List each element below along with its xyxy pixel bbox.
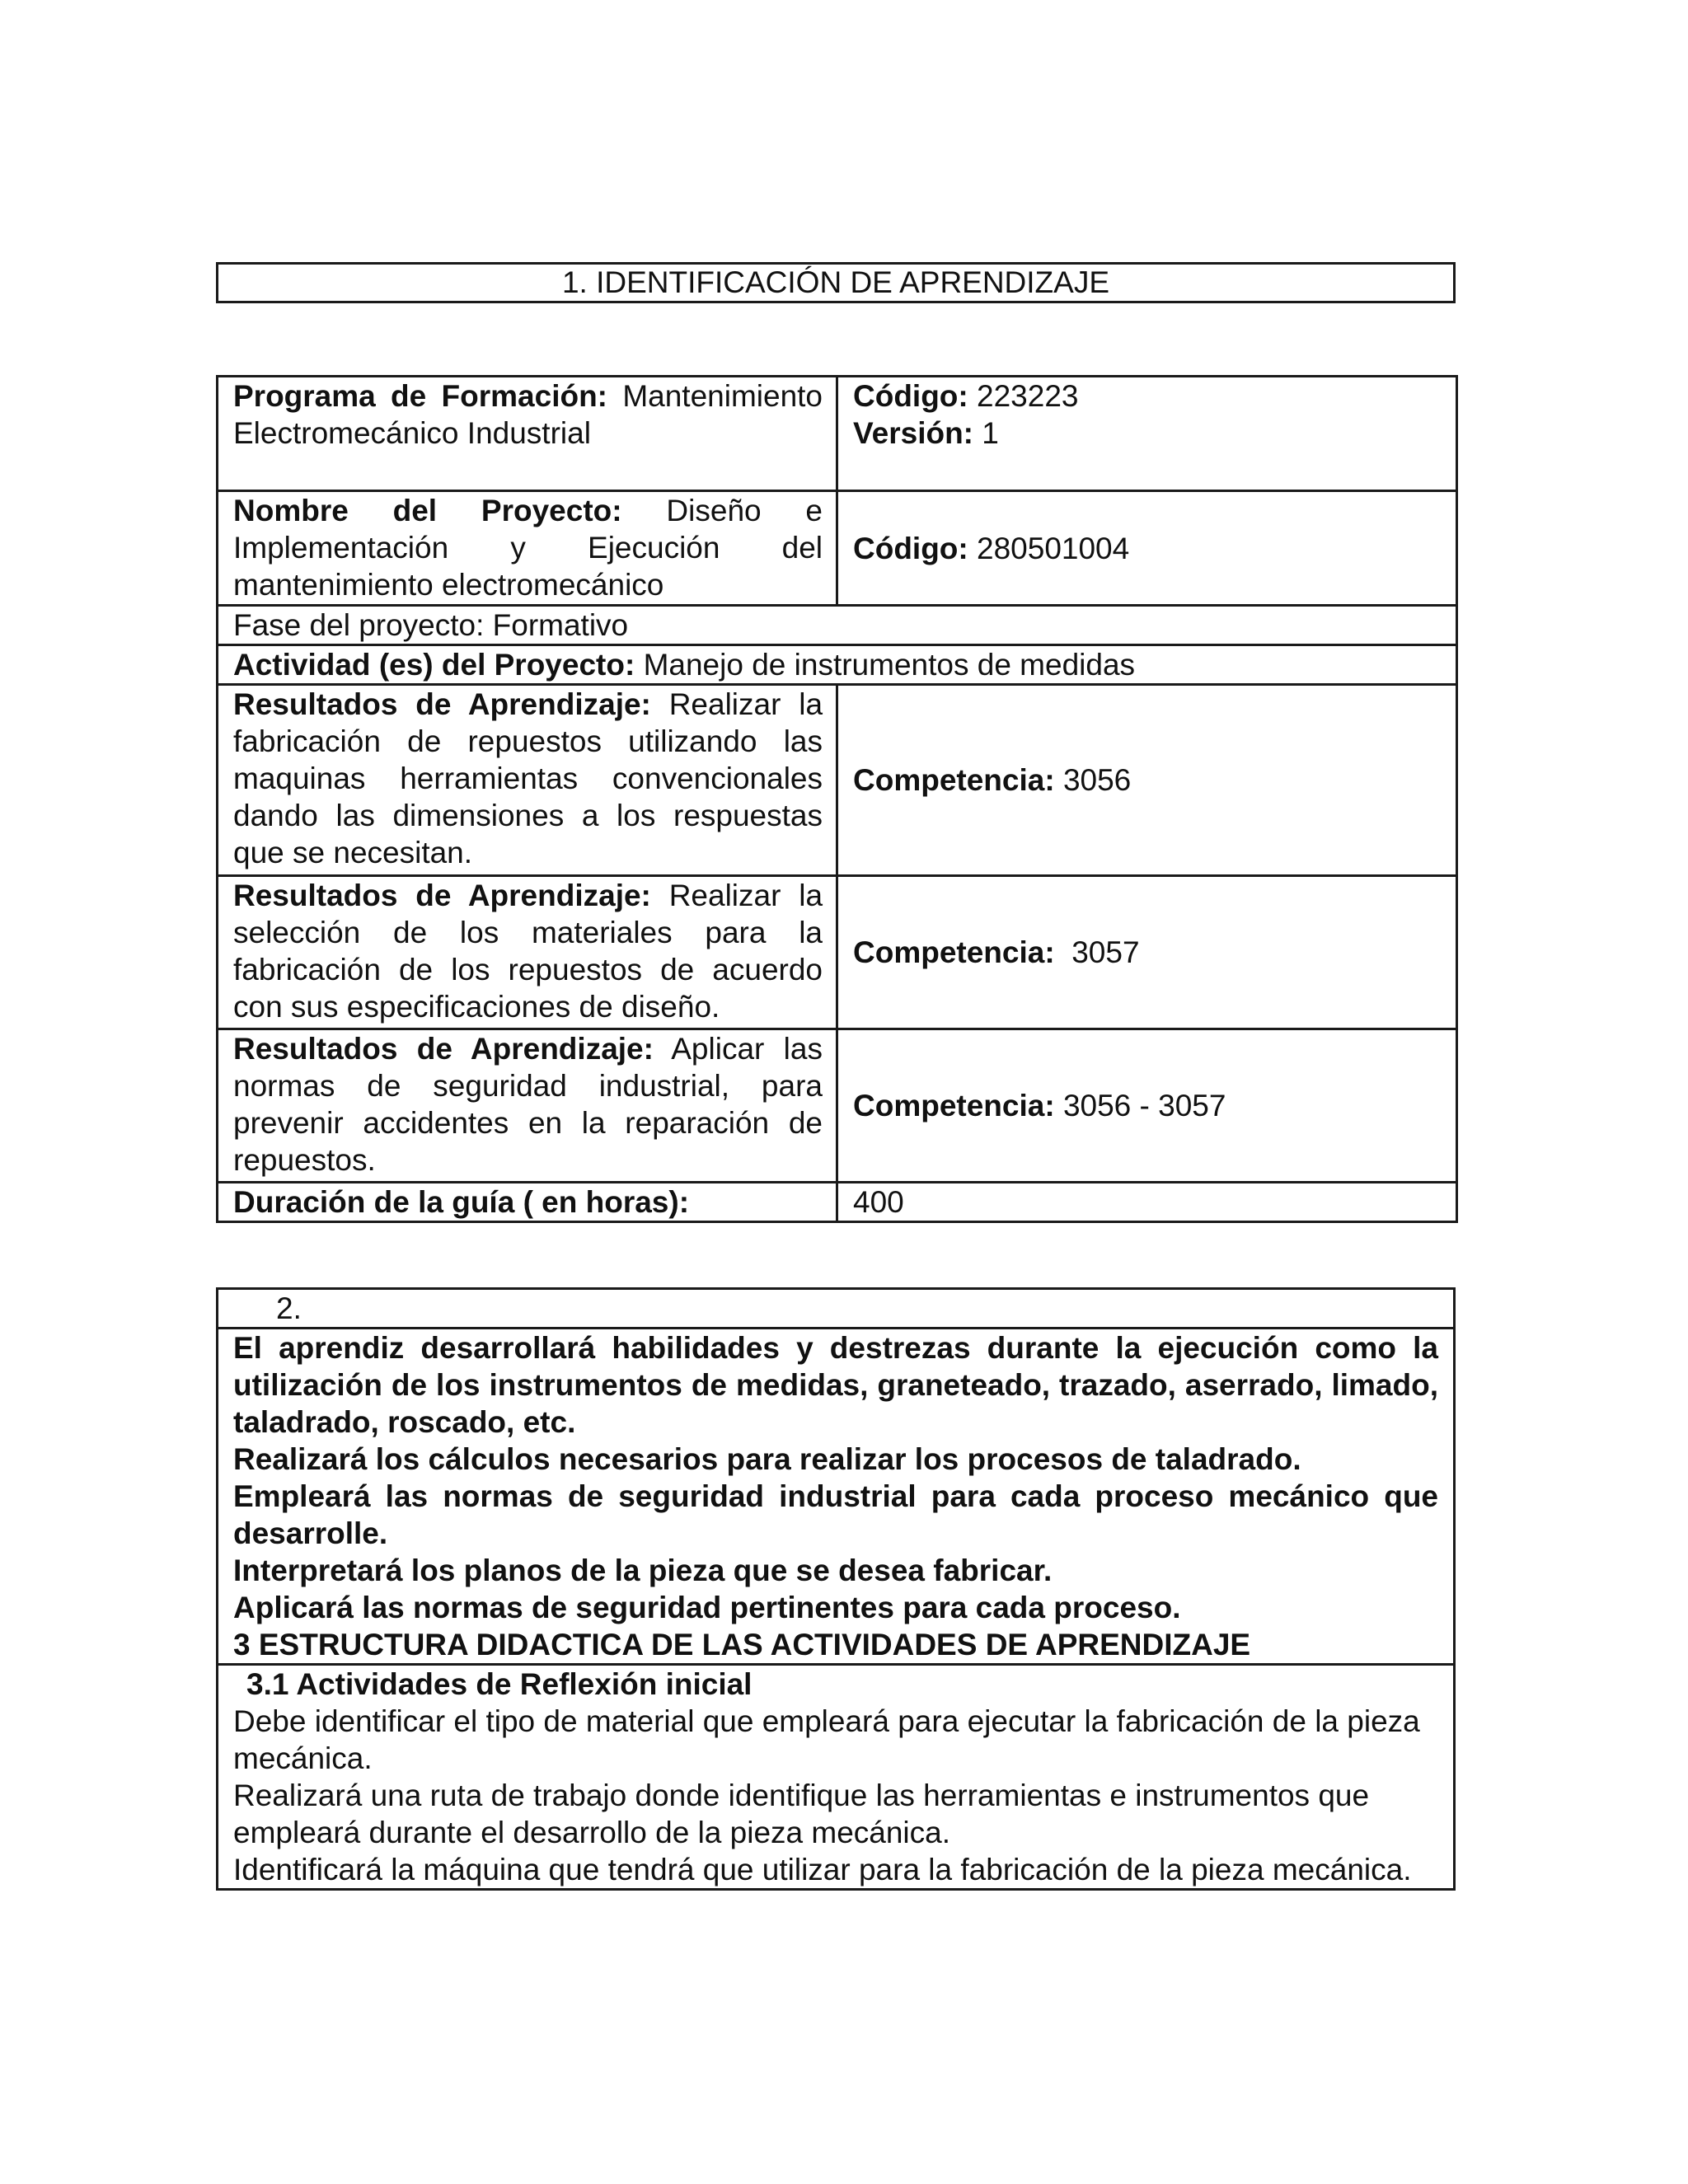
reflexion-item: Debe identificar el tipo de material que empleará para ejecutar la fabricación de la pieza mecánica. bbox=[233, 1704, 1420, 1775]
competencia-label: Competencia: bbox=[853, 1089, 1055, 1122]
competencia-cell-3 bbox=[837, 1029, 1457, 1183]
objective-paragraph: Interpretará los planos de la pieza que se desea fabricar. bbox=[233, 1554, 1053, 1587]
codigo2-value: 280501004 bbox=[977, 531, 1130, 565]
codigo-value: 223223 bbox=[977, 379, 1079, 413]
reflexion-item: Realizará una ruta de trabajo donde identifique las herramientas e instrumentos que empleará durante el desarrollo de la pieza mecánica. bbox=[233, 1779, 1370, 1849]
objective-paragraph: Realizará los cálculos necesarios para realizar los procesos de taladrado. bbox=[233, 1442, 1301, 1476]
version-label: Versión: bbox=[853, 416, 973, 450]
proyecto-value: Diseño e Implementación y Ejecución del mantenimiento electromecánico bbox=[233, 494, 823, 602]
competencia-cell-1 bbox=[837, 685, 1457, 876]
resultado-text: Realizar la selección de los materiales para la fabricación de los repuestos de acuerdo con sus especificaciones de diseño. bbox=[233, 879, 823, 1024]
resultado-cell-1 bbox=[218, 685, 837, 876]
proyecto-label: Nombre del Proyecto: bbox=[233, 494, 622, 527]
objective-paragraph: Empleará las normas de seguridad industrial para cada proceso mecánico que desarrolle. bbox=[233, 1479, 1438, 1550]
identification-table bbox=[216, 375, 1458, 1223]
resultado-cell-3 bbox=[218, 1029, 837, 1183]
codigo2-label: Código: bbox=[853, 531, 968, 565]
reflexion-cell bbox=[218, 1665, 1455, 1890]
proyecto-cell bbox=[218, 491, 837, 606]
section-2-body bbox=[218, 1329, 1455, 1665]
programa-cell bbox=[218, 377, 837, 491]
competencia-value: 3056 bbox=[1062, 763, 1132, 797]
objective-paragraph: El aprendiz desarrollará habilidades y destrezas durante la ejecución como la utilización de los instrumentos de medidas, graneteado, trazado, aserrado, limado, taladrado, roscado, etc. bbox=[233, 1331, 1438, 1439]
version-value: 1 bbox=[982, 416, 999, 450]
fase-cell bbox=[218, 606, 1457, 645]
duracion-value: 400 bbox=[853, 1185, 904, 1219]
competencia-cell-2 bbox=[837, 876, 1457, 1029]
section-2-table bbox=[216, 1287, 1456, 1891]
section-2-number-cell bbox=[218, 1289, 1455, 1329]
fase-text: Fase del proyecto: Formativo bbox=[233, 608, 629, 642]
actividad-cell bbox=[218, 645, 1457, 685]
codigo-label: Código: bbox=[853, 379, 968, 413]
actividad-value: Manejo de instrumentos de medidas bbox=[643, 648, 1136, 682]
resultado-label: Resultados de Aprendizaje: bbox=[233, 1032, 654, 1066]
resultado-label: Resultados de Aprendizaje: bbox=[233, 879, 651, 912]
duracion-label-cell bbox=[218, 1183, 837, 1222]
competencia-value: 3057 bbox=[1062, 935, 1140, 969]
actividad-label: Actividad (es) del Proyecto: bbox=[233, 648, 635, 682]
duracion-label: Duración de la guía ( en horas): bbox=[233, 1185, 690, 1219]
section-1-title: 1. IDENTIFICACIÓN DE APRENDIZAJE bbox=[216, 262, 1456, 303]
duracion-value-cell bbox=[837, 1183, 1457, 1222]
resultado-cell-2 bbox=[218, 876, 837, 1029]
programa-value: Mantenimiento Electromecánico Industrial bbox=[233, 379, 823, 450]
competencia-value: 3056 - 3057 bbox=[1062, 1089, 1226, 1122]
programa-label: Programa de Formación: bbox=[233, 379, 607, 413]
reflexion-title: 3.1 Actividades de Reflexión inicial bbox=[246, 1667, 753, 1701]
resultado-text: Aplicar las normas de seguridad industrial, para prevenir accidentes en la reparación de repuestos. bbox=[233, 1032, 823, 1177]
resultado-text: Realizar la fabricación de repuestos utilizando las maquinas herramientas convencionales dando las dimensiones a los respuestas que se necesitan. bbox=[233, 687, 823, 869]
competencia-label: Competencia: bbox=[853, 935, 1055, 969]
objective-paragraph: Aplicará las normas de seguridad pertinentes para cada proceso. bbox=[233, 1591, 1181, 1624]
resultado-label: Resultados de Aprendizaje: bbox=[233, 687, 651, 721]
codigo2-cell bbox=[837, 491, 1457, 606]
section-3-heading: 3 ESTRUCTURA DIDACTICA DE LAS ACTIVIDADES DE APRENDIZAJE bbox=[233, 1628, 1251, 1661]
section-2-number: 2. bbox=[276, 1291, 302, 1325]
codigo-version-cell bbox=[837, 377, 1457, 491]
reflexion-item: Identificará la máquina que tendrá que utilizar para la fabricación de la pieza mecánica. bbox=[233, 1853, 1412, 1886]
competencia-label: Competencia: bbox=[853, 763, 1055, 797]
